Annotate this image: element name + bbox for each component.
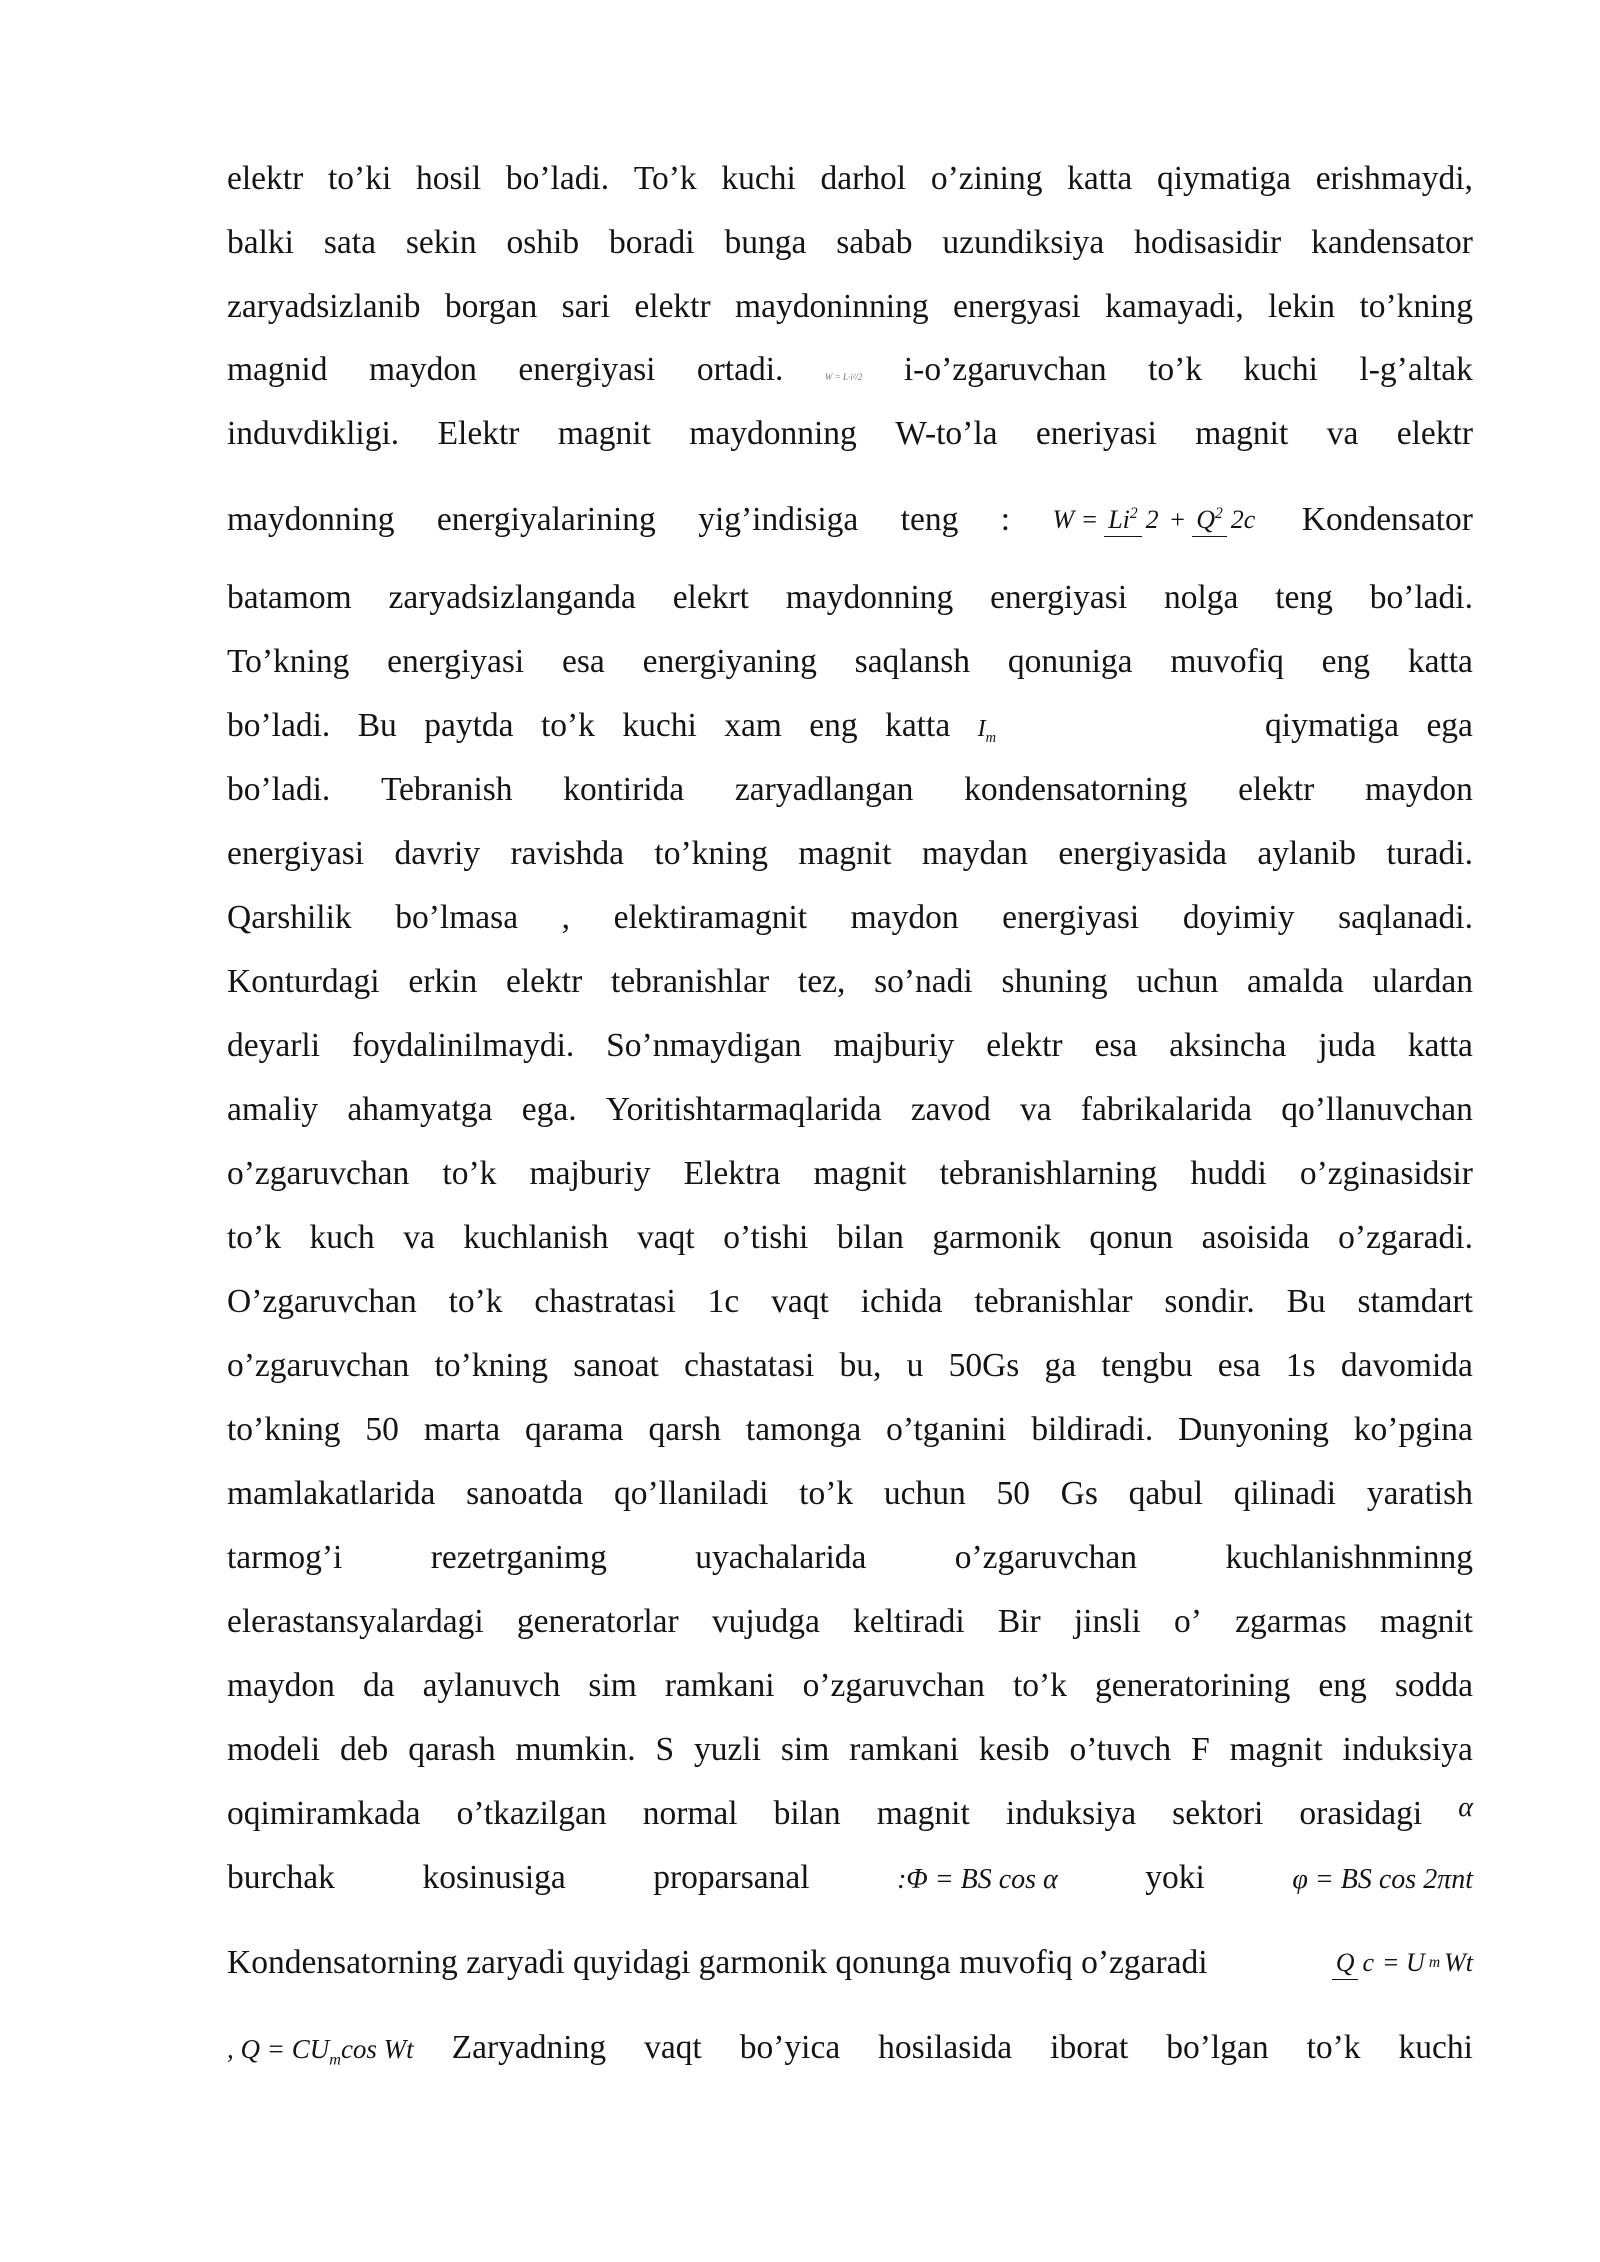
word: elektr: [1238, 771, 1315, 808]
word: o’tkazilgan: [456, 1795, 607, 1832]
word: chastatasi: [684, 1347, 815, 1384]
word: asoisida: [1201, 1219, 1310, 1256]
word: saqlansh: [854, 643, 971, 680]
text-line: [227, 282, 1473, 332]
word: ulardan: [1372, 963, 1473, 1000]
word: Bu: [1286, 1283, 1326, 1320]
word: sektori: [1172, 1795, 1264, 1832]
word: sondir.: [1164, 1283, 1255, 1320]
word: modeli: [227, 1731, 321, 1768]
word: zaryadsizlanib: [227, 288, 421, 325]
text-line: [227, 1085, 1473, 1135]
word: 1s: [1285, 1347, 1316, 1384]
word: va: [1020, 1091, 1052, 1128]
word: ega: [1426, 707, 1473, 744]
text-line: [227, 154, 1473, 204]
word: kuchlanishnminng: [1225, 1539, 1473, 1576]
word: kondensatorning: [964, 771, 1188, 808]
word: eng: [1318, 1667, 1367, 1704]
word: o’zgaruvchan: [227, 1347, 410, 1384]
word: to’k: [1306, 2029, 1361, 2066]
word: qarash: [408, 1731, 496, 1768]
word: nolga: [1163, 579, 1239, 616]
fraction-q2: $Q^2$ 2c: [1192, 504, 1259, 537]
text-line: [227, 573, 1473, 623]
word: zaryadlangan: [734, 771, 914, 808]
word: qarsh: [648, 1411, 721, 1448]
word: :: [1000, 501, 1011, 538]
charge-cos-formula: , $Q = CU_m\cos$ Wt: [227, 2034, 414, 2069]
text-line: [227, 1533, 1473, 1583]
word: amalda: [1247, 963, 1344, 1000]
word: bildiradi.: [1031, 1411, 1154, 1448]
text-line: [227, 218, 1473, 268]
word: teng: [1275, 579, 1333, 616]
word: lekin: [1268, 288, 1336, 325]
word: bo’lgan: [1166, 2029, 1269, 2066]
word: amaliy: [227, 1091, 319, 1128]
word: Gs: [1060, 1475, 1098, 1512]
word: bo’yica: [739, 2029, 841, 2066]
text-line: [227, 1149, 1473, 1199]
word: to’ki: [327, 160, 392, 197]
word: F: [1191, 1731, 1210, 1768]
word: bo’ladi.: [1369, 579, 1473, 616]
word: da: [362, 1667, 395, 1704]
word: elerastansyalardagi: [227, 1603, 484, 1640]
text-line: [227, 1021, 1473, 1071]
max-current-symbol: $I_m$: [977, 716, 997, 746]
word: elektiramagnit: [613, 899, 808, 936]
word: hosil: [415, 160, 482, 197]
word: qarama: [524, 1411, 624, 1448]
word: energiyasi: [227, 835, 365, 872]
text-line: [227, 345, 1473, 395]
word: Bu: [357, 707, 397, 744]
word: katta: [885, 707, 951, 744]
word: esa: [562, 643, 605, 680]
word: vaqt: [637, 1219, 695, 1256]
word: ravishda: [510, 835, 624, 872]
word: tengbu: [1101, 1347, 1193, 1384]
word: ga: [1044, 1347, 1077, 1384]
word: to’k: [227, 1219, 281, 1256]
word: garmonik: [932, 1219, 1061, 1256]
text-line: [227, 1277, 1473, 1327]
word: tebranishlar: [974, 1283, 1133, 1320]
word: sodda: [1394, 1667, 1473, 1704]
word: zgarmas: [1235, 1603, 1347, 1640]
text-line: [227, 2023, 1473, 2073]
word: aksincha: [1169, 1027, 1287, 1064]
word: induvdikligi.: [227, 415, 400, 452]
word: maydon: [850, 899, 959, 936]
word: Kondensatorning zaryadi quyidagi garmonik qonunga muvofiq o’zgaradi: [227, 1944, 1208, 1981]
word: ichida: [860, 1283, 943, 1320]
word: magnit: [813, 1155, 907, 1192]
text-line: [227, 1725, 1473, 1775]
word: 1c: [707, 1283, 740, 1320]
word: o’zginasidsir: [1299, 1155, 1473, 1192]
word: maydon: [368, 351, 477, 388]
word: tarmog’i: [227, 1539, 343, 1576]
text-line: [227, 1469, 1473, 1519]
word: sanoat: [573, 1347, 659, 1384]
word: magnit: [1229, 1731, 1323, 1768]
word: to’k: [1012, 1667, 1067, 1704]
word: energiyalarining: [436, 501, 656, 538]
word: qabul: [1128, 1475, 1204, 1512]
word: l-g’altak: [1359, 351, 1473, 388]
word: induksiya: [1005, 1795, 1137, 1832]
word: boradi: [608, 224, 695, 261]
word: Konturdagi: [227, 963, 380, 1000]
word: bo’ladi.: [227, 771, 331, 808]
word: ahamyatga: [347, 1091, 493, 1128]
word: esa: [1094, 1027, 1138, 1064]
word: keltiradi: [853, 1603, 965, 1640]
word: magnit: [1379, 1603, 1473, 1640]
word: ega.: [521, 1091, 577, 1128]
word: Qarshilik: [227, 899, 352, 936]
word: jinsli: [1073, 1603, 1141, 1640]
word: To’kning: [227, 643, 350, 680]
word: magnit: [876, 1795, 970, 1832]
word: sim: [588, 1667, 637, 1704]
word: katta: [1407, 643, 1473, 680]
word: kuchlanish: [463, 1219, 609, 1256]
text-line: [227, 829, 1473, 879]
word: huddi: [1190, 1155, 1267, 1192]
word: ramkani: [849, 1731, 959, 1768]
word: kuchi: [721, 160, 796, 197]
word: maydon: [1365, 771, 1473, 808]
word: qilinadi: [1233, 1475, 1337, 1512]
word: qo’llaniladi: [614, 1475, 769, 1512]
word: erkin: [408, 963, 478, 1000]
word: vujudga: [711, 1603, 820, 1640]
word: o’tishi: [723, 1219, 809, 1256]
word: kandensator: [1311, 224, 1473, 261]
word: va: [1326, 415, 1359, 452]
fraction-q-c: Q c: [1332, 1947, 1378, 1980]
word: esa: [1217, 1347, 1261, 1384]
word: doyimiy: [1182, 899, 1295, 936]
word: zavod: [910, 1091, 991, 1128]
word: magnit: [557, 415, 651, 452]
word: majburiy: [529, 1155, 651, 1192]
inline-energy-formula: W = L·i²/2: [824, 372, 863, 382]
word: tebranishlarning: [939, 1155, 1158, 1192]
text-line: [227, 1213, 1473, 1263]
flux-formula: :Φ = BS cos α: [897, 1864, 1058, 1895]
charge-formula: Q c = U m Wt: [1332, 1938, 1473, 1988]
word: u: [906, 1347, 924, 1384]
word: W-to’la: [895, 415, 998, 452]
word: fabrikalarida: [1080, 1091, 1253, 1128]
word: shuning: [1001, 963, 1108, 1000]
word: kuchi: [1243, 351, 1318, 388]
word: sari: [561, 288, 611, 325]
word: oshib: [506, 224, 580, 261]
word: Bir: [997, 1603, 1041, 1640]
word: to’k: [799, 1475, 854, 1512]
word: kosinusiga: [422, 1859, 566, 1896]
word: ko’pgina: [1353, 1411, 1473, 1448]
word: elektr: [634, 288, 711, 325]
word: balki: [227, 224, 294, 261]
text-line: [227, 1789, 1473, 1839]
word: Tebranish: [380, 771, 513, 808]
word: teng: [900, 501, 959, 538]
word: kuch: [309, 1219, 375, 1256]
word: erishmaydi,: [1315, 160, 1473, 197]
text-line: [227, 893, 1473, 943]
word: muvofiq: [1170, 643, 1284, 680]
word: uyachalarida: [695, 1539, 867, 1576]
word: stamdart: [1357, 1283, 1473, 1320]
word: bunga: [724, 224, 807, 261]
word: ortadi.: [696, 351, 784, 388]
word: bilan: [773, 1795, 841, 1832]
word: magnid: [227, 351, 328, 388]
word: sekin: [405, 224, 477, 261]
word: elekrt: [672, 579, 749, 616]
word: o’: [1174, 1603, 1202, 1640]
word: paytda: [424, 707, 514, 744]
flux-cos-formula: φ = BS cos 2πnt: [1292, 1864, 1473, 1895]
alpha-symbol: α: [1458, 1792, 1473, 1823]
word: va: [403, 1219, 435, 1256]
word: 50: [996, 1475, 1030, 1512]
word: energiyasi: [518, 351, 656, 388]
word: qonun: [1089, 1219, 1174, 1256]
word: elektr: [227, 160, 304, 197]
word: So’nmaydigan: [606, 1027, 802, 1064]
word: kuchi: [622, 707, 697, 744]
text-line: [227, 1405, 1473, 1455]
word: to’k: [448, 1283, 503, 1320]
word: maydon: [227, 1667, 335, 1704]
word: ramkani: [664, 1667, 775, 1704]
word: magnit: [798, 835, 892, 872]
word: turadi.: [1386, 835, 1473, 872]
word: to’kning: [1359, 288, 1473, 325]
word: bilan: [836, 1219, 904, 1256]
word: bo’lmasa: [395, 899, 519, 936]
word: eneriyasi: [1035, 415, 1157, 452]
word: eng: [809, 707, 858, 744]
word: i-o’zgaruvchan: [903, 351, 1107, 388]
word: To’k: [633, 160, 697, 197]
word: to’k: [442, 1155, 497, 1192]
word: 50Gs: [948, 1347, 1020, 1384]
text-line: [227, 1853, 1473, 1903]
word: Kondensator: [1301, 501, 1473, 538]
word: sabab: [836, 224, 913, 261]
word: tamonga: [745, 1411, 862, 1448]
word: to’kning: [227, 1411, 341, 1448]
word: deb: [339, 1731, 389, 1768]
word: qiymatiga: [1157, 160, 1291, 197]
word: to’kning: [434, 1347, 549, 1384]
word: o’zgaradi.: [1338, 1219, 1473, 1256]
text-line: [227, 637, 1473, 687]
word: normal: [642, 1795, 738, 1832]
word: katta: [1407, 1027, 1473, 1064]
word: yaratish: [1366, 1475, 1473, 1512]
word: elektr: [1396, 415, 1473, 452]
text-line: [227, 409, 1473, 459]
word: juda: [1318, 1027, 1376, 1064]
word: maydonning: [689, 415, 857, 452]
word: majburiy: [833, 1027, 955, 1064]
word: Elektra: [683, 1155, 781, 1192]
word: sanoatda: [466, 1475, 584, 1512]
word: orasidagi: [1299, 1795, 1423, 1832]
word: kuchi: [1398, 2029, 1473, 2066]
word: bu,: [839, 1347, 882, 1384]
word: yuzli: [694, 1731, 761, 1768]
word: mamlakatlarida: [227, 1475, 436, 1512]
word: ,: [561, 899, 571, 936]
text-line: [227, 765, 1473, 815]
word: sata: [323, 224, 376, 261]
word: uchun: [883, 1475, 966, 1512]
word: to’kning: [654, 835, 768, 872]
word: Dunyoning: [1178, 1411, 1329, 1448]
word: qiymatiga: [1265, 707, 1400, 744]
word: hodisasidir: [1134, 224, 1282, 261]
word: qo’llanuvchan: [1281, 1091, 1473, 1128]
word: borgan: [444, 288, 538, 325]
word: O’zgaruvchan: [227, 1283, 417, 1320]
word: davriy: [394, 835, 481, 872]
text-line: [227, 701, 1473, 751]
word: to’k: [540, 707, 595, 744]
word: mumkin.: [515, 1731, 636, 1768]
word: o’zgaruvchan: [227, 1155, 410, 1192]
word: maydan: [921, 835, 1028, 872]
word: saqlanadi.: [1338, 899, 1473, 936]
word: generatorining: [1095, 1667, 1291, 1704]
word: Elektr: [437, 415, 520, 452]
word: davomida: [1340, 1347, 1473, 1384]
fraction-li2: Li$^2$ 2: [1104, 504, 1162, 537]
word: proparsanal: [653, 1859, 810, 1896]
text-line: [227, 957, 1473, 1007]
word: uzundiksiya: [942, 224, 1105, 261]
text-line: [227, 495, 1473, 545]
word: yig’indisiga: [698, 501, 859, 538]
word: bo’ladi.: [227, 707, 331, 744]
word: aylanuvch: [422, 1667, 561, 1704]
word: kontirida: [563, 771, 685, 808]
word: rezetrganimg: [430, 1539, 607, 1576]
word: marta: [423, 1411, 501, 1448]
word: foydalinilmaydi.: [351, 1027, 575, 1064]
word: kesib: [978, 1731, 1050, 1768]
text-line: [227, 1661, 1473, 1711]
text-line: [227, 1938, 1473, 1988]
word: so’nadi: [874, 963, 973, 1000]
word: hosilasida: [878, 2029, 1013, 2066]
word: yoki: [1145, 1859, 1205, 1896]
word: darhol: [820, 160, 907, 197]
word: 50: [365, 1411, 399, 1448]
word: energyasi: [952, 288, 1081, 325]
word: xam: [724, 707, 782, 744]
word: bo’ladi.: [505, 160, 610, 197]
word: aylanib: [1257, 835, 1357, 872]
word: vaqt: [644, 2029, 702, 2066]
word: uchun: [1136, 963, 1219, 1000]
word: Yoritishtarmaqlarida: [605, 1091, 882, 1128]
word: magnit: [1195, 415, 1289, 452]
word: S: [655, 1731, 675, 1768]
word: maydoninning: [735, 288, 929, 325]
word: iborat: [1050, 2029, 1129, 2066]
word: elektr: [505, 963, 583, 1000]
word: maydonning: [227, 501, 395, 538]
word: tez,: [797, 963, 846, 1000]
word: tebranishlar: [611, 963, 770, 1000]
word: energiyasida: [1058, 835, 1227, 872]
word: chastratasi: [534, 1283, 676, 1320]
word: burchak: [227, 1859, 335, 1896]
word: oqimiramkada: [227, 1795, 421, 1832]
energy-formula: W = Li$^2$ 2 + $Q^2$ 2c: [1052, 495, 1259, 545]
text-line: [227, 1597, 1473, 1647]
word: zaryadsizlanganda: [388, 579, 636, 616]
word: energiyasi: [387, 643, 525, 680]
word: sim: [780, 1731, 830, 1768]
word: katta: [1067, 160, 1133, 197]
word: maydonning: [785, 579, 954, 616]
word: o’zining: [930, 160, 1043, 197]
word: to’k: [1148, 351, 1203, 388]
word: eng: [1321, 643, 1371, 680]
word: batamom: [227, 579, 352, 616]
text-line: [227, 1341, 1473, 1391]
word: o’zgaruvchan: [954, 1539, 1138, 1576]
word: o’tganini: [886, 1411, 1007, 1448]
word: kamayadi,: [1105, 288, 1244, 325]
word: energiyasi: [1002, 899, 1140, 936]
word: energiyasi: [990, 579, 1128, 616]
word: qonuniga: [1007, 643, 1133, 680]
word: induksiya: [1342, 1731, 1473, 1768]
word: energiyaning: [642, 643, 817, 680]
word: deyarli: [227, 1027, 321, 1064]
word: o’zgaruvchan: [802, 1667, 985, 1704]
word: generatorlar: [516, 1603, 679, 1640]
word: elektr: [986, 1027, 1063, 1064]
word: o’tuvch: [1069, 1731, 1172, 1768]
word: Zaryadning: [451, 2029, 607, 2066]
word: vaqt: [771, 1283, 829, 1320]
